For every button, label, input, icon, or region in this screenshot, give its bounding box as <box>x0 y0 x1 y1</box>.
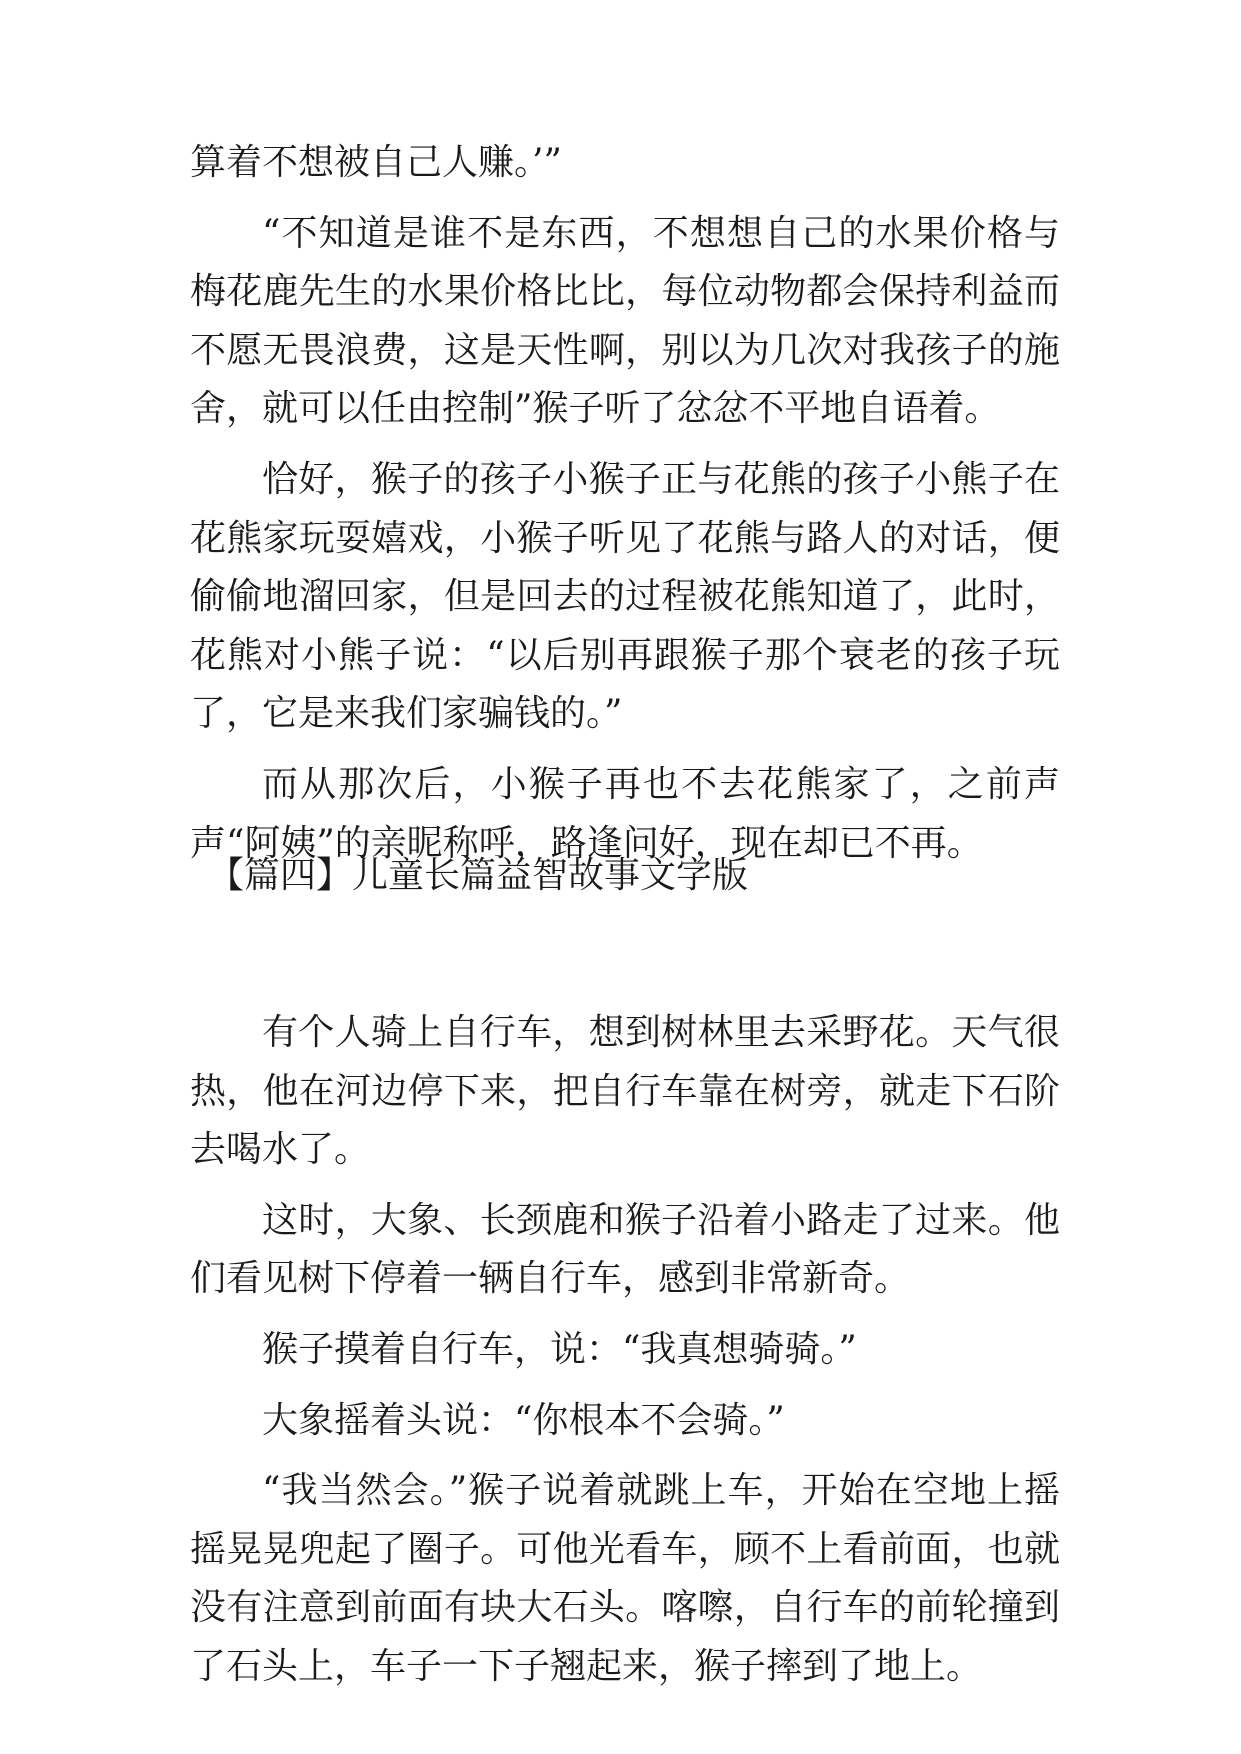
paragraph: 恰好，猴子的孩子小猴子正与花熊的孩子小熊子在花熊家玩耍嬉戏，小猴子听见了花熊与路人的对话，便偷偷地溜回家，但是回去的过程被花熊知道了，此时，花熊对小熊子说：“以后别再跟猴子那个衰老的孩子玩了，它是来我们家骗钱的。” <box>190 458 1060 735</box>
section-1-text <box>190 134 1060 873</box>
section-2-text <box>190 1004 1060 1697</box>
paragraph-continuation: 算着不想被自己人赚。’” <box>190 142 562 183</box>
paragraph: 而从那次后，小猴子再也不去花熊家了，之前声声“阿姨”的亲昵称呼，路逢问好，现在却已不再。 <box>190 763 1060 864</box>
paragraph: 大象摇着头说：“你根本不会骑。” <box>262 1399 785 1441</box>
paragraph: 这时，大象、长颈鹿和猴子沿着小路走了过来。他们看见树下停着一辆自行车，感到非常新奇。 <box>190 1199 1060 1300</box>
paragraph: 有个人骑上自行车，想到树林里去采野花。天气很热，他在河边停下来，把自行车靠在树旁，就走下石阶去喝水了。 <box>190 1012 1060 1171</box>
paragraph: 猴子摸着自行车，说：“我真想骑骑。” <box>262 1328 857 1370</box>
section-heading: 【篇四】儿童长篇益智故事文字版 <box>208 855 749 896</box>
paragraph: “我当然会。”猴子说着就跳上车，开始在空地上摇摇晃晃兜起了圈子。可他光看车，顾不上看前面，也就没有注意到前面有块大石头。喀嚓，自行车的前轮撞到了石头上，车子一下子翘起来，猴子摔到了地上。 <box>190 1470 1060 1687</box>
paragraph: “不知道是谁不是东西，不想想自己的水果价格与梅花鹿先生的水果价格比比，每位动物都会保持利益而不愿无畏浪费，这是天性啊，别以为几次对我孩子的施舍，就可以任由控制”猴子听了忿忿不平地自语着。 <box>190 212 1060 430</box>
